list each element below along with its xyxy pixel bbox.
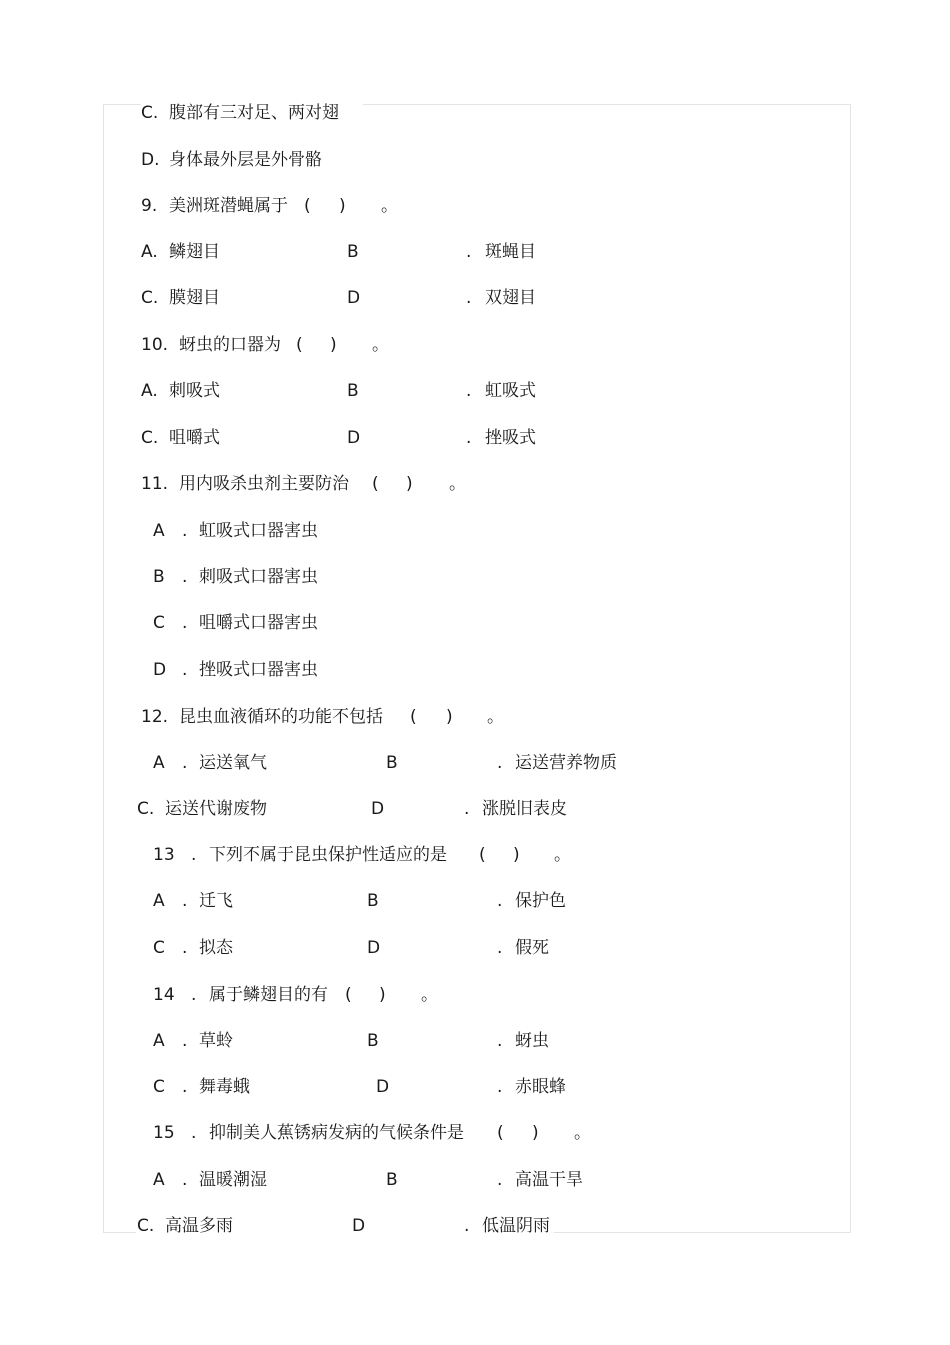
line-segment: 10. bbox=[141, 335, 169, 355]
line-segment: 斑蝇目 bbox=[485, 242, 536, 262]
line-segment: . bbox=[466, 381, 472, 401]
line-segment: 涨脱旧表皮 bbox=[482, 799, 567, 819]
line-segment: 拟态 bbox=[199, 938, 233, 958]
line-segment: 双翅目 bbox=[485, 288, 536, 308]
line-segment: 运送代谢废物 bbox=[165, 799, 267, 819]
line-segment: 虹吸式 bbox=[485, 381, 536, 401]
line-segment: 草蛉 bbox=[199, 1031, 233, 1051]
line-segment: C. bbox=[137, 799, 155, 819]
line-segment: . bbox=[466, 288, 472, 308]
line-segment: . bbox=[497, 1077, 503, 1097]
line-segment: C. bbox=[137, 1216, 155, 1236]
line-segment: 抑制美人蕉锈病发病的气候条件是 bbox=[209, 1123, 464, 1143]
line-segment: 咀嚼式 bbox=[169, 428, 220, 448]
line-segment: A bbox=[153, 891, 165, 911]
line-segment: ( bbox=[497, 1123, 504, 1143]
line-segment: 舞毒蛾 bbox=[199, 1077, 250, 1097]
line-segment: 鳞翅目 bbox=[169, 242, 220, 262]
line-segment: 。 bbox=[574, 1123, 591, 1143]
line-segment: 11. bbox=[141, 474, 169, 494]
line-segment: C. bbox=[141, 428, 159, 448]
line-segment: A. bbox=[141, 242, 158, 262]
line-segment: C bbox=[153, 1077, 165, 1097]
line-segment: C. bbox=[141, 103, 159, 123]
line-segment: 。 bbox=[421, 985, 438, 1005]
line-segment: . bbox=[182, 753, 188, 773]
line-segment: 用内吸杀虫剂主要防治 bbox=[179, 474, 349, 494]
line-segment: C bbox=[153, 613, 165, 633]
line-segment: B bbox=[367, 891, 379, 911]
line-segment: 挫吸式 bbox=[485, 428, 536, 448]
line-segment: ) bbox=[379, 985, 386, 1005]
line-segment: D bbox=[371, 799, 385, 819]
line-segment: 高温干旱 bbox=[515, 1170, 583, 1190]
line-segment: B bbox=[153, 567, 165, 587]
line-segment: 。 bbox=[449, 474, 466, 494]
line-segment: B bbox=[386, 1170, 398, 1190]
line-segment: 15 bbox=[153, 1123, 175, 1143]
line-segment: ) bbox=[513, 845, 520, 865]
line-segment: ) bbox=[339, 196, 346, 216]
line-segment: 温暖潮湿 bbox=[199, 1170, 267, 1190]
line-segment: B bbox=[386, 753, 398, 773]
line-segment: . bbox=[464, 799, 470, 819]
line-segment: 下列不属于昆虫保护性适应的是 bbox=[209, 845, 447, 865]
line-segment: . bbox=[497, 753, 503, 773]
line-segment: ) bbox=[330, 335, 337, 355]
line-segment: . bbox=[182, 938, 188, 958]
line-segment: . bbox=[497, 1031, 503, 1051]
line-segment: 高温多雨 bbox=[165, 1216, 233, 1236]
line-segment: 蚜虫的口器为 bbox=[179, 335, 281, 355]
line-segment: ( bbox=[410, 707, 417, 727]
line-segment: . bbox=[182, 521, 188, 541]
line-segment: ) bbox=[406, 474, 413, 494]
line-segment: C. bbox=[141, 288, 159, 308]
line-segment: . bbox=[191, 1123, 197, 1143]
line-segment: 14 bbox=[153, 985, 175, 1005]
line-segment: . bbox=[191, 985, 197, 1005]
line-segment: D. bbox=[141, 150, 160, 170]
line-segment: B bbox=[347, 381, 359, 401]
line-segment: 13 bbox=[153, 845, 175, 865]
line-segment: 昆虫血液循环的功能不包括 bbox=[179, 707, 383, 727]
line-segment: . bbox=[182, 891, 188, 911]
line-segment: 。 bbox=[554, 845, 571, 865]
line-segment: 9. bbox=[141, 196, 158, 216]
line-segment: . bbox=[182, 567, 188, 587]
line-segment: D bbox=[376, 1077, 390, 1097]
line-segment: 刺吸式口器害虫 bbox=[199, 567, 318, 587]
line-segment: 。 bbox=[381, 196, 398, 216]
line-segment: 属于鳞翅目的有 bbox=[209, 985, 328, 1005]
line-segment: A bbox=[153, 1031, 165, 1051]
line-segment: . bbox=[182, 613, 188, 633]
line-segment: ( bbox=[372, 474, 379, 494]
line-segment: 保护色 bbox=[515, 891, 566, 911]
line-segment: 12. bbox=[141, 707, 169, 727]
line-segment: ) bbox=[532, 1123, 539, 1143]
line-segment: 运送氧气 bbox=[199, 753, 267, 773]
line-segment: . bbox=[466, 242, 472, 262]
line-segment: 咀嚼式口器害虫 bbox=[199, 613, 318, 633]
line-segment: . bbox=[182, 1031, 188, 1051]
line-segment: 。 bbox=[487, 707, 504, 727]
line-segment: D bbox=[347, 428, 361, 448]
line-segment: 。 bbox=[372, 335, 389, 355]
line-segment: D bbox=[153, 660, 167, 680]
line-segment: B bbox=[367, 1031, 379, 1051]
line-segment: 刺吸式 bbox=[169, 381, 220, 401]
line-segment: . bbox=[497, 938, 503, 958]
line-segment: 迁飞 bbox=[199, 891, 233, 911]
line-segment: 美洲斑潜蝇属于 bbox=[169, 196, 288, 216]
line-segment: . bbox=[182, 660, 188, 680]
line-segment: A bbox=[153, 1170, 165, 1190]
line-segment: . bbox=[182, 1077, 188, 1097]
line-segment: . bbox=[191, 845, 197, 865]
line-segment: 膜翅目 bbox=[169, 288, 220, 308]
line-segment: ) bbox=[446, 707, 453, 727]
line-segment: . bbox=[464, 1216, 470, 1236]
line-segment: ( bbox=[304, 196, 311, 216]
line-segment: ( bbox=[479, 845, 486, 865]
line-segment: A bbox=[153, 521, 165, 541]
line-segment: D bbox=[352, 1216, 366, 1236]
line-segment: ( bbox=[296, 335, 303, 355]
line-segment: 假死 bbox=[515, 938, 549, 958]
line-segment: 低温阴雨 bbox=[482, 1216, 550, 1236]
line-segment: . bbox=[497, 891, 503, 911]
line-segment: A bbox=[153, 753, 165, 773]
line-segment: A. bbox=[141, 381, 158, 401]
line-segment: 腹部有三对足、两对翅 bbox=[169, 103, 339, 123]
line-segment: . bbox=[466, 428, 472, 448]
line-segment: 运送营养物质 bbox=[515, 753, 617, 773]
line-segment: . bbox=[497, 1170, 503, 1190]
line-segment: 赤眼蜂 bbox=[515, 1077, 566, 1097]
line-segment: B bbox=[347, 242, 359, 262]
line-segment: ( bbox=[345, 985, 352, 1005]
line-segment: 虹吸式口器害虫 bbox=[199, 521, 318, 541]
line-segment: 蚜虫 bbox=[515, 1031, 549, 1051]
line-segment: 挫吸式口器害虫 bbox=[199, 660, 318, 680]
line-segment: D bbox=[367, 938, 381, 958]
line-segment: . bbox=[182, 1170, 188, 1190]
line-segment: D bbox=[347, 288, 361, 308]
line-segment: 身体最外层是外骨骼 bbox=[169, 150, 322, 170]
line-segment: C bbox=[153, 938, 165, 958]
